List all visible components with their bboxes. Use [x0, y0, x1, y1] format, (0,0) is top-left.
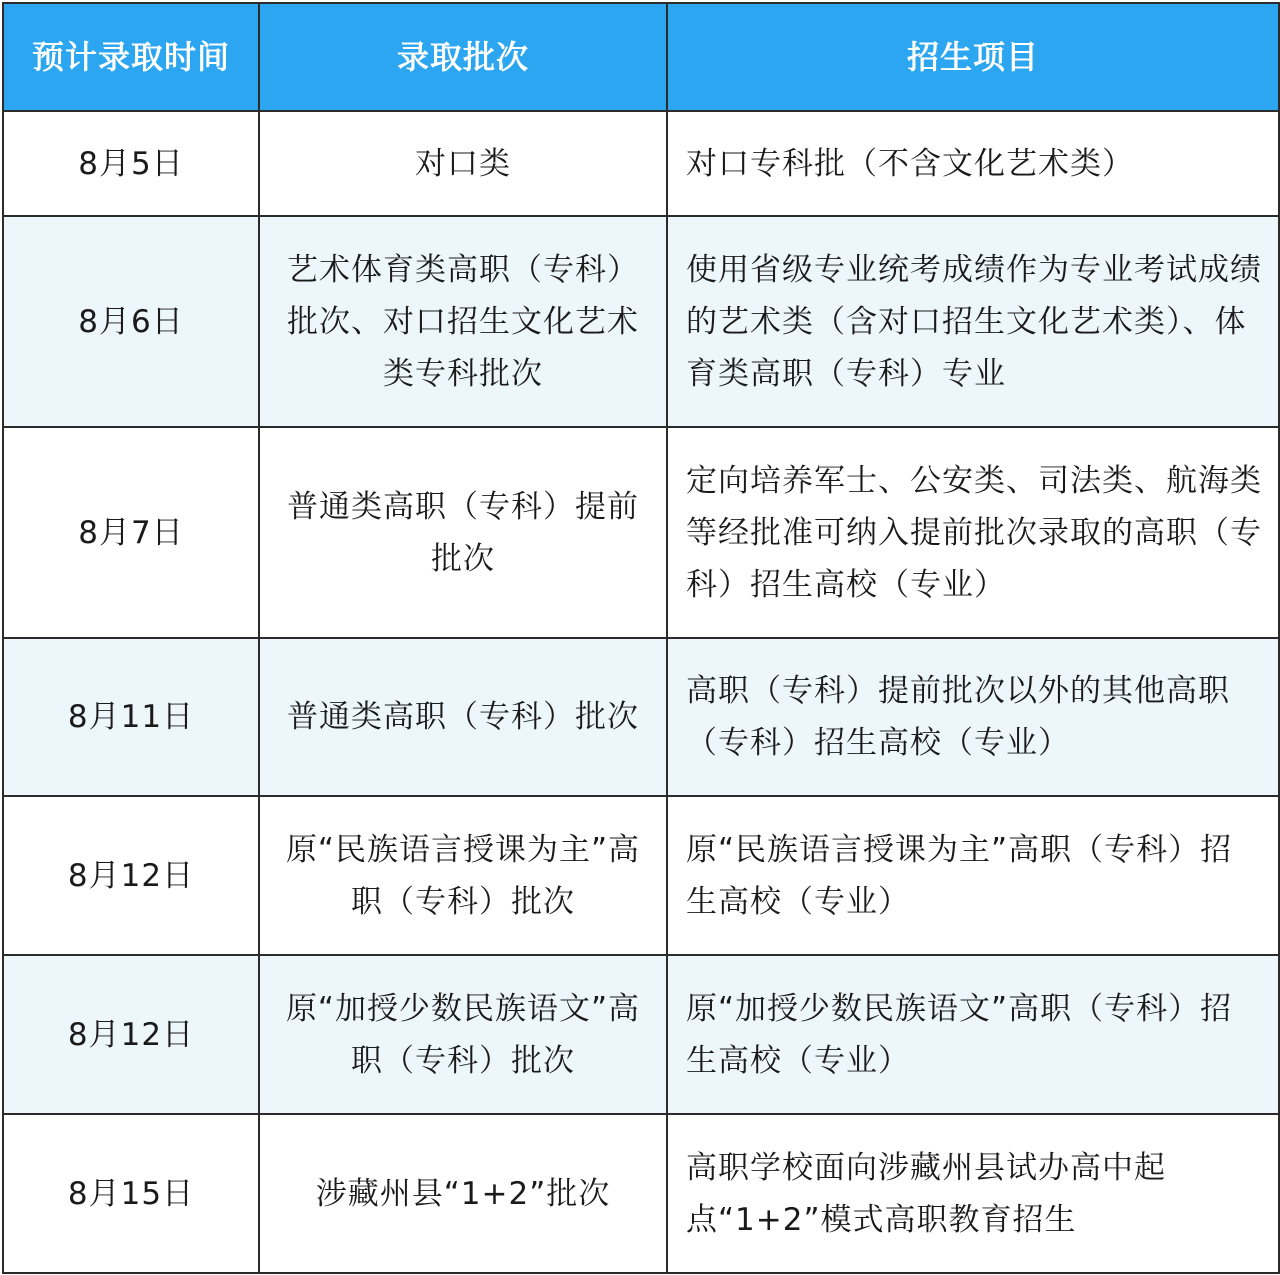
cell-batch: 普通类高职（专科）批次: [259, 638, 667, 796]
cell-project: 原“民族语言授课为主”高职（专科）招生高校（专业）: [667, 796, 1279, 955]
header-batch: 录取批次: [259, 3, 667, 111]
cell-batch: 原“加授少数民族语文”高职（专科）批次: [259, 955, 667, 1114]
admission-schedule: [2, 2, 1278, 1273]
cell-project: 定向培养军士、公安类、司法类、航海类等经批准可纳入提前批次录取的高职（专科）招生高校（专业）: [667, 427, 1279, 638]
cell-date: 8月12日: [3, 955, 259, 1114]
header-time: 预计录取时间: [3, 3, 259, 111]
header-row: [3, 3, 1279, 111]
cell-date: 8月15日: [3, 1114, 259, 1273]
header-project: 招生项目: [667, 3, 1279, 111]
table-row: [3, 111, 1279, 216]
cell-project: 对口专科批（不含文化艺术类）: [667, 111, 1279, 216]
cell-project: 原“加授少数民族语文”高职（专科）招生高校（专业）: [667, 955, 1279, 1114]
cell-project: 高职学校面向涉藏州县试办高中起点“1+2”模式高职教育招生: [667, 1114, 1279, 1273]
cell-batch: 普通类高职（专科）提前批次: [259, 427, 667, 638]
table-row: [3, 216, 1279, 427]
cell-date: 8月6日: [3, 216, 259, 427]
table-header: [3, 3, 1279, 111]
table-row: [3, 796, 1279, 955]
cell-date: 8月5日: [3, 111, 259, 216]
cell-date: 8月12日: [3, 796, 259, 955]
cell-batch: 对口类: [259, 111, 667, 216]
cell-project: 使用省级专业统考成绩作为专业考试成绩的艺术类（含对口招生文化艺术类）、体育类高职（专科）专业: [667, 216, 1279, 427]
cell-batch: 涉藏州县“1+2”批次: [259, 1114, 667, 1273]
cell-batch: 原“民族语言授课为主”高职（专科）批次: [259, 796, 667, 955]
table-row: [3, 638, 1279, 796]
table-row: [3, 955, 1279, 1114]
cell-project: 高职（专科）提前批次以外的其他高职（专科）招生高校（专业）: [667, 638, 1279, 796]
admission-schedule-table: [2, 2, 1280, 1274]
table-row: [3, 1114, 1279, 1273]
cell-date: 8月11日: [3, 638, 259, 796]
cell-date: 8月7日: [3, 427, 259, 638]
cell-batch: 艺术体育类高职（专科）批次、对口招生文化艺术类专科批次: [259, 216, 667, 427]
table-row: [3, 427, 1279, 638]
table-body: [3, 111, 1279, 1273]
